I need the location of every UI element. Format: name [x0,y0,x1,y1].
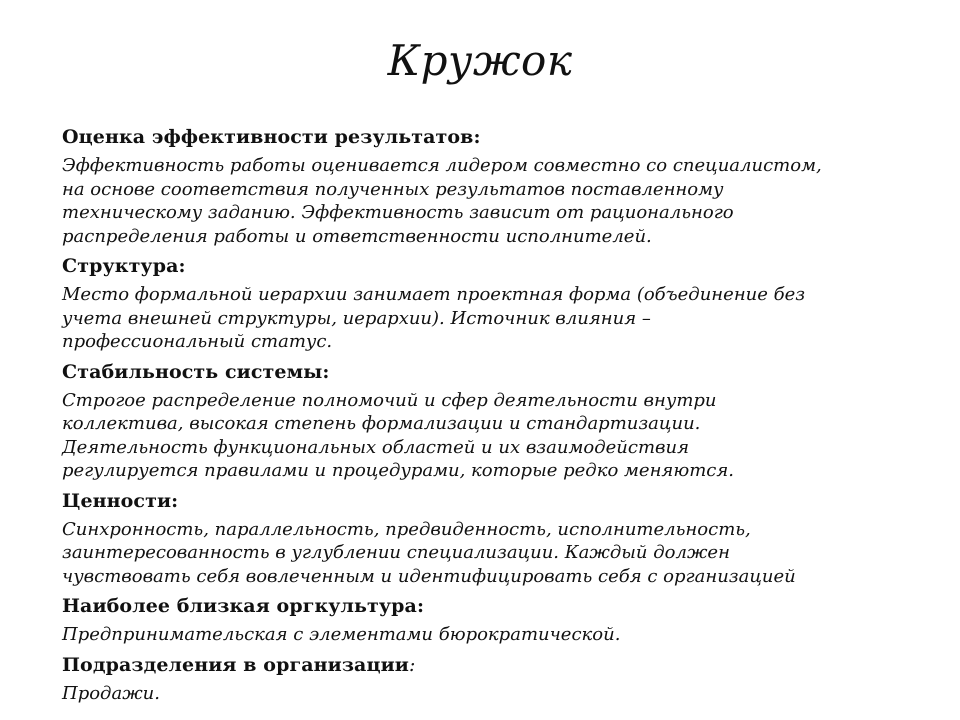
body-line: распределения работы и ответственности исполнителей. [62,225,652,247]
body-line: Продажи. [62,682,160,704]
section-body [62,623,922,647]
body-line: заинтересованность в углублении специализации. Каждый должен [62,542,730,563]
slide-title: Кружок [387,36,573,85]
section-heading-colon: : [408,653,416,676]
body-line: Эффективность работы оценивается лидером совместно со специалистом, [62,155,822,176]
body-line: Предпринимательская с элементами бюрократической. [62,624,621,645]
section-heading: Стабильность системы: [62,360,330,383]
section-culture [62,593,922,647]
body-line: регулируется правилами и процедурами, которые редко меняются. [62,460,734,481]
section-departments [62,652,922,706]
section-heading: Структура: [62,255,186,277]
section-heading: Наиболее близкая оргкультура: [62,595,425,617]
section-stability [62,359,922,483]
body-line: коллектива, высокая степень формализации и стандартизации. [62,413,701,434]
section-heading-text: Подразделения в организации [62,653,409,676]
section-structure [62,253,922,354]
section-heading: Оценка эффективности результатов: [62,126,481,148]
body-line: чувствовать себя вовлеченным и идентифицировать себя с организацией [62,565,796,587]
body-line: Строгое распределение полномочий и сфер деятельности внутри [62,389,717,411]
section-body [62,283,922,354]
section-heading [62,652,922,678]
body-line: Деятельность функциональных областей и их взаимодействия [62,436,689,458]
section-body [62,389,922,483]
body-line: техническому заданию. Эффективность зависит от рационального [62,202,734,223]
section-body [62,518,922,589]
section-evaluation [62,124,922,248]
section-body [62,154,922,248]
body-line: учета внешней структуры, иерархии). Источник влияния – [62,307,651,329]
body-line: на основе соответствия полученных результатов поставленному [62,178,724,200]
body-line: Место формальной иерархии занимает проектная форма (объединение без [62,284,806,305]
section-values [62,488,922,589]
section-heading: Ценности: [62,489,179,512]
slide-content [62,124,922,710]
body-line: Синхронность, параллельность, предвиденность, исполнительность, [62,518,751,540]
body-line: профессиональный статус. [62,331,333,352]
section-body [62,682,922,706]
